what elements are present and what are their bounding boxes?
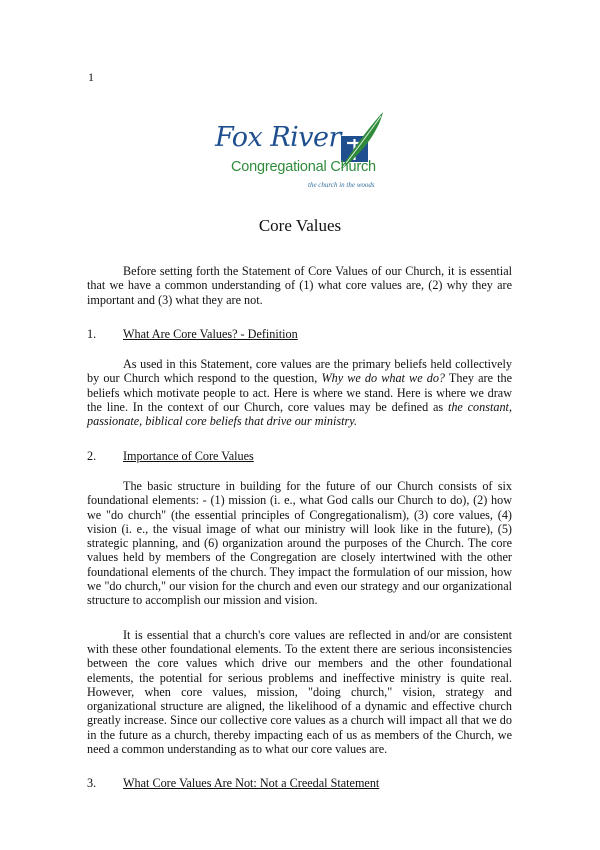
- definition-emphasis: the constant, passionate, biblical core beliefs that drive our ministry.: [87, 400, 512, 429]
- section-number: 2.: [87, 448, 97, 463]
- section-2-heading: [87, 449, 512, 463]
- importance-paragraph-1: The basic structure in building for the future of our Church consists of six foundational elements: - (1) mission (i. e., what God calls our Church to do), (2) how we "do church" (the essential principles of Congregationalism), (3) core values, (4) vision (i. e., the visual image of what our ministry will look like in the future), (5) strategic planning, and (6) organization around the purposes of the Church. The core values held by members of the Congregation are closely intertwined with the other foundational elements of the church. They impact the formulation of our mission, how we "do church," our vision for the church and even our strategy and our organizational structure to accomplish our mission and vision.: [87, 478, 512, 608]
- importance-paragraph-2: It is essential that a church's core values are reflected in and/or are consistent with these other foundational elements. To the extent there are serious inconsistencies between the core values which drive our members and the other foundational elements, the potential for serious problems and ineffective ministry is quite real. However, when core values, mission, "doing church," vision, strategy and organizational structure are aligned, the likelihood of a dynamic and effective church greatly increase. Since our collective core values as a church will impact all that we do in the future as a church, thereby impacting each of us as members of the Church, we need a common understanding as to what our core values are.: [87, 627, 512, 757]
- intro-paragraph: Before setting forth the Statement of Core Values of our Church, it is essential that we have a common understanding of (1) what core values are, (2) why they are important and (3) what they are not.: [87, 264, 512, 307]
- question-emphasis: Why we do what we do?: [321, 371, 446, 386]
- section-number: 3.: [87, 776, 97, 791]
- church-logo: [213, 110, 388, 196]
- document-body: [87, 264, 512, 791]
- section-heading-text: What Core Values Are Not: Not a Creedal Statement: [123, 776, 380, 791]
- paragraph-text: As used in this Statement, core values are the primary beliefs held collectively by our Church which respond to the question,: [87, 357, 512, 386]
- definition-paragraph: [87, 357, 512, 428]
- logo-name: Fox River: [215, 122, 341, 153]
- section-1-heading: [87, 327, 512, 341]
- section-number: 1.: [87, 326, 97, 341]
- page-number: 1: [88, 70, 94, 84]
- page-title: Core Values: [258, 216, 342, 235]
- section-3-heading: [87, 776, 512, 790]
- section-heading-text: Importance of Core Values: [123, 448, 254, 463]
- logo-tagline: the church in the woods: [308, 181, 375, 189]
- logo-subtitle: Congregational Church: [231, 159, 376, 175]
- section-heading-text: What Are Core Values? - Definition: [123, 326, 298, 341]
- paragraph-text: They are the beliefs which motivate people to act. Here is where we stand. Here is where we draw the line. In the context of our Church, core values may be defined as: [87, 371, 512, 415]
